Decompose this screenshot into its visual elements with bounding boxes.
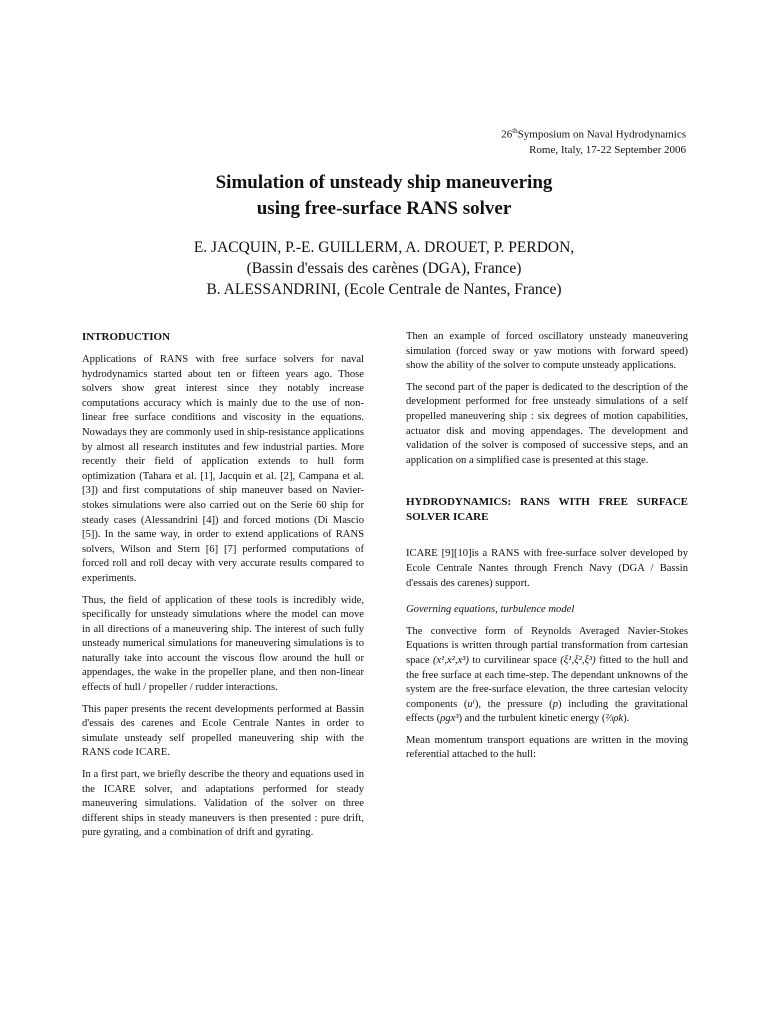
introduction-heading: INTRODUCTION — [82, 331, 171, 343]
authors-line-1: E. JACQUIN, P.-E. GUILLERM, A. DROUET, P. PERDON, — [193, 239, 575, 256]
paragraph: This paper presents the recent developments performed at Bassin d'essais des carenes and Ecole Centrale Nantes in order to simulate unsteady self propelled maneuvering ship with the RANS code ICARE. — [82, 703, 364, 759]
turbulent-energy-math: ⅔ρk — [605, 713, 624, 725]
authors-block — [0, 237, 768, 300]
authors-line-2: B. ALESSANDRINI, (Ecole Centrale de Nantes, France) — [206, 281, 562, 298]
convective-form-paragraph: The convective form of Reynolds Averaged Navier-Stokes Equations is written through partial transformation from cartesian space (x¹,x²,x³) to curvilinear space (ξ¹,ξ²,ξ³) fitted to the hull and the free surface at each time-step. The dependant unknowns of the system are the free-surface elevation, the three cartesian velocity components (uⁱ), the pressure (p) including the gravitational effects (ρgx³) and the turbulent kinetic energy (⅔ρk). — [406, 625, 689, 725]
paragraph: Thus, the field of application of these tools is incredibly wide, specifically for unsteady simulations where the model can move in all directions of a maneuvering ship. The interest of such fully unsteady numerical simulations for maneuvering simulations is to naturally take into account the viscous flow around the hull or appendages, the wake in the propeller plane, and then non-linear effects of hull / propeller / rudder interactions. — [82, 594, 364, 694]
symposium-name: 26thSymposium on Naval Hydrodynamics — [501, 127, 686, 141]
paragraph: Applications of RANS with free surface solvers for naval hydrodynamics started about ten or fifteen years ago. Those solvers show great interest since they notably increase computations accuracy which is mainly due to the use of non-linear free surface conditions and viscosity in the equations. Nowadays they are commonly used in ship-resistance applications by almost all research institutes and few industrial parties. More recently their field of application extends to hull form optimization (Tahara et al. [1], Jacquin et al. [2], Campana et al. [3]) and first computations of ship maneuver based on Navier-stokes simulations were also carried out on the Serie 60 ship for steady cases (Alessandrini [4]) and forced motions (Di Mascio [5]). In the same way, in order to extend applications of RANS solvers, Wilson and Stern [6] [7] performed computations of forced roll and roll decay with very accurate results compared to experiments. — [82, 354, 364, 584]
paragraph: In a first part, we briefly describe the theory and equations used in the ICARE solver, and adaptations performed for steady maneuvering simulations. Validation of the solver on three different ships in steady maneuvers is then presented : pure drift, pure gyrating, and a combination of drift and gyrating. — [82, 769, 364, 839]
cartesian-space-math: (x¹,x²,x³) — [432, 654, 469, 666]
gravity-math: ρgx³ — [440, 713, 459, 725]
paragraph: Then an example of forced oscillatory unsteady maneuvering simulation (forced sway or yaw motions with forward speed) show the ability of the solver to compute unsteady applications. — [406, 331, 688, 372]
pressure-math: p — [552, 698, 559, 710]
hydrodynamics-heading: HYDRODYNAMICS: RANS WITH FREE SURFACE SOLVER ICARE — [406, 496, 688, 524]
paragraph: The second part of the paper is dedicated to the description of the development performed for free unsteady simulations of a self propelled maneuvering ship : six degrees of motion capabilities, actuator disk and moving appendages. The development and validation of the solver is composed of successive steps, and an application on a simplified case is presented at this stage. — [406, 381, 688, 466]
left-column — [82, 330, 364, 848]
curvilinear-space-math: (ξ¹,ξ²,ξ³) — [560, 654, 596, 666]
symposium-location-date: Rome, Italy, 17-22 September 2006 — [529, 143, 686, 156]
right-column — [406, 330, 688, 770]
paragraph: ICARE [9][10]is a RANS with free-surface solver developed by Ecole Centrale Nantes through French Navy (DGA / Bassin d'essais des carenes) support. — [406, 548, 688, 589]
velocity-math: uⁱ — [467, 698, 475, 710]
symposium-header — [501, 124, 686, 158]
governing-equations-subheading: Governing equations, turbulence model — [406, 604, 575, 616]
paper-title: Simulation of unsteady ship maneuvering using free-surface RANS solver — [215, 172, 553, 219]
affiliation-line-1: (Bassin d'essais des carènes (DGA), France) — [246, 260, 522, 277]
paragraph: Mean momentum transport equations are written in the moving referential attached to the hull: — [406, 734, 688, 761]
